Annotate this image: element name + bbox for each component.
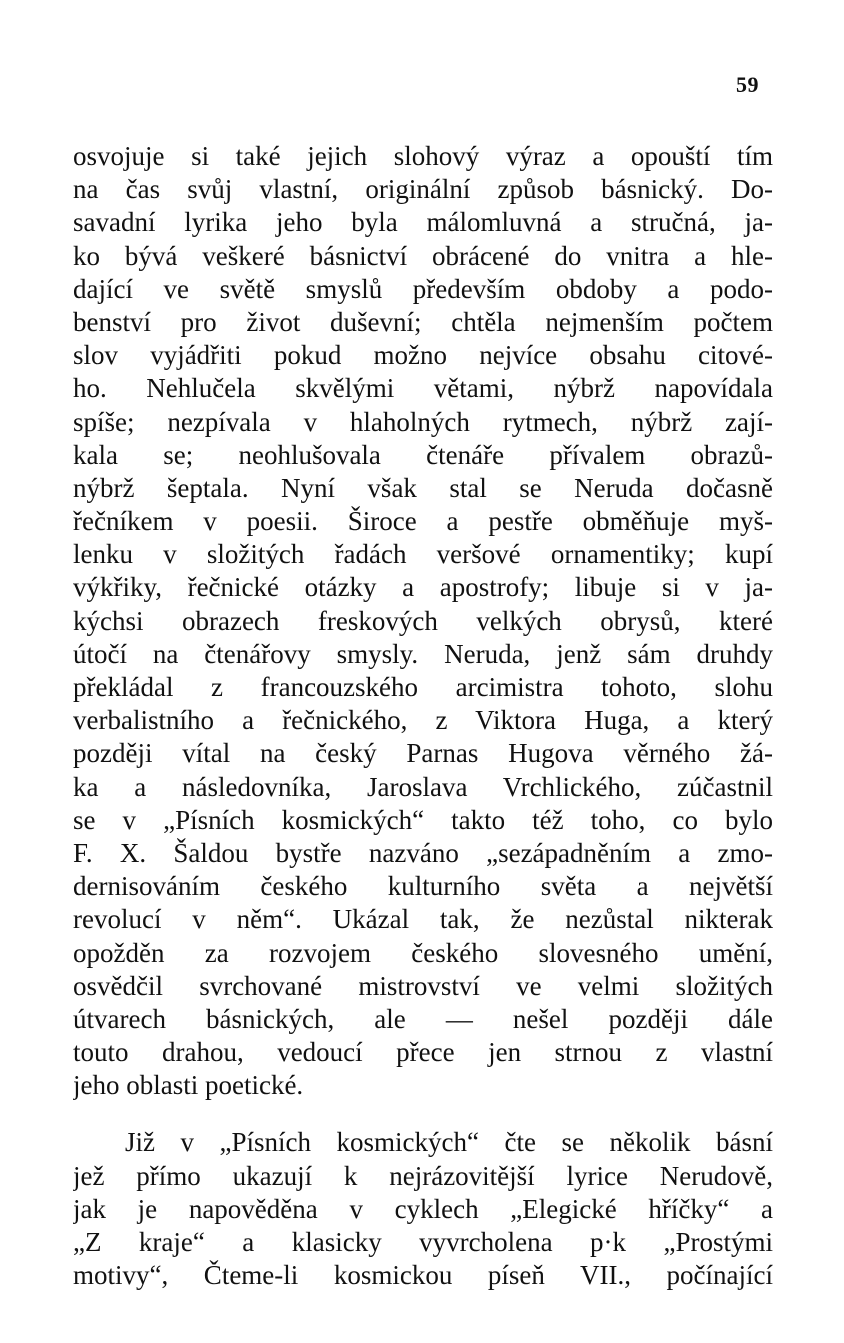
page-number: 59 [736, 72, 759, 97]
text-line: kala se; neohlušovala čtenáře přívalem obrazů- [73, 439, 773, 470]
text-line: osvojuje si také jejich slohový výraz a opouští tím [73, 141, 773, 171]
text-line: ko bývá veškeré básnictví obrácené do vnitra a hle- [73, 240, 773, 271]
text-line: na čas svůj vlastní, originální způsob básnický. Do- [73, 174, 773, 205]
text-line: jež přímo ukazují k nejrázovitější lyrice Nerudově, [73, 1160, 773, 1191]
text-line: se v „Písních kosmických“ takto též toho, co bylo [73, 804, 773, 835]
text-line: dající ve světě smyslů především obdoby a podo- [73, 273, 773, 304]
text-line: F. X. Šaldou bystře nazváno „sezápadněním a zmo- [73, 837, 773, 868]
text-line: kýchsi obrazech freskových velkých obrysů, které [73, 605, 773, 636]
text-line: slov vyjádřiti pokud možno nejvíce obsahu citové- [73, 340, 773, 371]
paragraph-2 [73, 1126, 773, 1292]
text-line: později vítal na český Parnas Hugova věrného žá- [73, 738, 773, 769]
text-line: verbalistního a řečnického, z Viktora Huga, a který [73, 705, 773, 736]
body-text [73, 140, 773, 1292]
text-line: řečníkem v poesii. Široce a pestře obměňuje myš- [73, 506, 773, 537]
text-line: nýbrž šeptala. Nyní však stal se Neruda dočasně [73, 472, 773, 503]
text-line: jak je napověděna v cyklech „Elegické hříčky“ a [73, 1193, 773, 1224]
text-line: spíše; nezpívala v hlaholných rytmech, nýbrž zají- [73, 406, 773, 437]
text-line: jeho oblasti poetické. [73, 1070, 304, 1101]
text-line: touto drahou, vedoucí přece jen strnou z vlastní [73, 1037, 773, 1068]
text-line: motivy“, Čteme-li kosmickou píseň VII., počínající [73, 1260, 773, 1291]
text-line: revolucí v něm“. Ukázal tak, že nezůstal nikterak [73, 904, 773, 935]
text-line: překládal z francouzského arcimistra tohoto, slohu [73, 672, 773, 702]
text-line: Již v „Písních kosmických“ čte se několik básní [125, 1127, 773, 1158]
text-line: dernisováním českého kulturního světa a největší [73, 871, 773, 902]
text-line: ho. Nehlučela skvělými větami, nýbrž napovídala [73, 373, 773, 404]
text-line: „Z kraje“ a klasicky vyvrcholena p·k „Prostými [73, 1227, 773, 1257]
text-line: savadní lyrika jeho byla málomluvná a stručná, ja- [73, 207, 773, 238]
text-line: výkřiky, řečnické otázky a apostrofy; libuje si v ja- [73, 572, 773, 603]
paragraph-1 [73, 140, 773, 1102]
text-line: benství pro život duševní; chtěla nejmenším počtem [73, 306, 773, 337]
text-line: útvarech básnických, ale — nešel později dále [73, 1003, 773, 1034]
text-line: opožděn za rozvojem českého slovesného umění, [73, 937, 773, 968]
text-line: lenku v složitých řadách veršové ornamentiky; kupí [73, 539, 773, 570]
text-line: útočí na čtenářovy smysly. Neruda, jenž sám druhdy [73, 638, 773, 669]
text-line: osvědčil svrchované mistrovství ve velmi složitých [73, 970, 773, 1001]
text-line: ka a následovníka, Jaroslava Vrchlického, zúčastnil [73, 771, 773, 802]
